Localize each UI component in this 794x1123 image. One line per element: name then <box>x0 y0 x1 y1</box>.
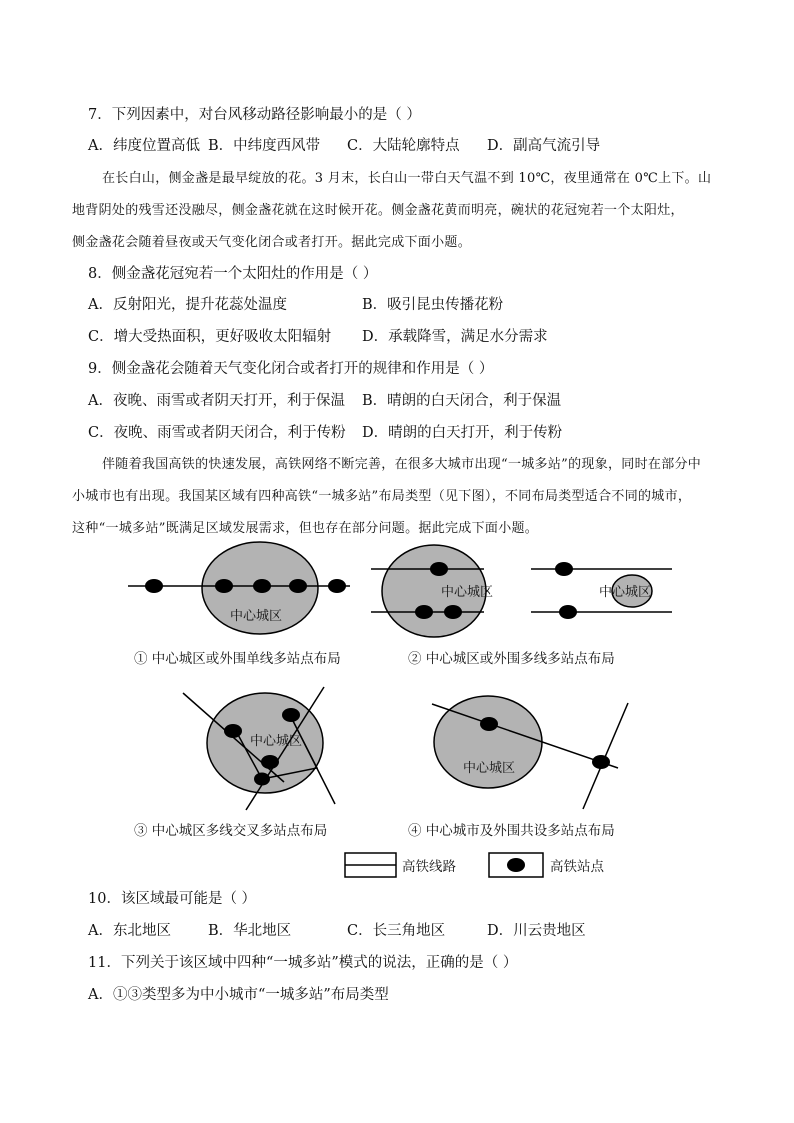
passage-1-line-2: 地背阴处的残雪还没融尽，侧金盏花就在这时候开花。侧金盏花黄而明亮，碗状的花冠宛若一个太阳灶， <box>72 203 684 218</box>
question-9-option-d: D．晴朗的白天打开，利于传粉 <box>362 425 563 441</box>
diagram-1-single-line <box>128 542 350 634</box>
caption-2: ② 中心城区或外围多线多站点布局 <box>408 651 615 667</box>
question-11-stem: 11．下列关于该区域中四种“一城多站”模式的说法，正确的是（ ） <box>88 955 518 971</box>
diagram-1-station <box>289 579 307 593</box>
question-8-stem: 8．侧金盏花冠宛若一个太阳灶的作用是（ ） <box>88 266 378 282</box>
question-8-option-a: A．反射阳光，提升花蕊处温度 <box>88 297 287 313</box>
diagram-2-small-city-label: 中心城区 <box>599 585 652 600</box>
question-10-option-b: B．华北地区 <box>208 923 292 939</box>
diagram-3-station <box>254 773 270 786</box>
question-8-option-b: B．吸引昆虫传播花粉 <box>362 297 504 313</box>
diagram-4-city-label: 中心城区 <box>463 761 516 776</box>
legend-line-label: 高铁线路 <box>402 859 456 875</box>
question-7-option-d: D．副高气流引导 <box>487 138 601 154</box>
diagram-4-station <box>592 755 610 769</box>
diagram-2-station <box>430 562 448 576</box>
diagram-2-station <box>444 605 462 619</box>
diagram-2-multi-line-left <box>371 545 493 637</box>
question-7-option-a: A．纬度位置高低 <box>88 138 200 154</box>
caption-4: ④ 中心城市及外围共设多站点布局 <box>408 823 615 839</box>
question-7-stem: 7．下列因素中，对台风移动路径影响最小的是（ ） <box>88 107 421 123</box>
question-9-option-b: B．晴朗的白天闭合，利于保温 <box>362 393 562 409</box>
diagram-3-station <box>224 724 242 738</box>
legend-station-label: 高铁站点 <box>550 859 604 875</box>
diagram-1-station <box>215 579 233 593</box>
diagram-3-station <box>282 708 300 722</box>
figure-legend <box>345 853 604 877</box>
diagram-2-station <box>555 562 573 576</box>
question-8-option-c: C．增大受热面积，更好吸收太阳辐射 <box>88 329 332 345</box>
legend-station-symbol <box>507 858 525 872</box>
diagram-3-city-label: 中心城区 <box>250 734 303 749</box>
question-9-option-a: A．夜晚、雨雪或者阴天打开，利于保温 <box>88 393 345 409</box>
diagram-4-city-and-periphery <box>432 696 628 809</box>
diagram-2-multi-line-right <box>531 562 672 619</box>
question-10-option-a: A．东北地区 <box>88 923 171 939</box>
passage-2-line-2: 小城市也有出现。我国某区域有四种高铁“一城多站”布局类型（见下图），不同布局类型适合不同的城市， <box>72 489 692 504</box>
diagram-2-station <box>415 605 433 619</box>
passage-1-line-3: 侧金盏花会随着昼夜或天气变化闭合或者打开。据此完成下面小题。 <box>72 235 472 250</box>
diagram-3-crossing-lines <box>183 687 335 810</box>
question-9-stem: 9．侧金盏花会随着天气变化闭合或者打开的规律和作用是（ ） <box>88 361 494 377</box>
question-7-option-b: B．中纬度西风带 <box>208 138 321 154</box>
caption-3: ③ 中心城区多线交叉多站点布局 <box>134 823 328 839</box>
diagram-4-station <box>480 717 498 731</box>
question-7-option-c: C．大陆轮廓特点 <box>347 138 460 154</box>
question-10-stem: 10．该区域最可能是（ ） <box>88 891 257 907</box>
passage-2-line-1: 伴随着我国高铁的快速发展，高铁网络不断完善，在很多大城市出现“一城多站”的现象，同时在部分中 <box>102 457 702 472</box>
diagram-1-station <box>328 579 346 593</box>
question-8-option-d: D．承载降雪，满足水分需求 <box>362 329 548 345</box>
diagram-3-station <box>261 755 279 769</box>
caption-1: ① 中心城区或外围单线多站点布局 <box>134 651 341 667</box>
question-11-option-a: A．①③类型多为中小城市“一城多站”布局类型 <box>88 987 389 1003</box>
diagram-1-station <box>253 579 271 593</box>
question-10-option-c: C．长三角地区 <box>347 923 446 939</box>
question-10-option-d: D．川云贵地区 <box>487 923 586 939</box>
passage-2-line-3: 这种“一城多站”既满足区域发展需求，但也存在部分问题。据此完成下面小题。 <box>72 521 539 536</box>
diagram-1-station <box>145 579 163 593</box>
diagram-1-city-label: 中心城区 <box>230 609 283 624</box>
diagram-2-station <box>559 605 577 619</box>
question-9-option-c: C．夜晚、雨雪或者阴天闭合，利于传粉 <box>88 425 346 441</box>
diagram-2-city-label: 中心城区 <box>441 585 494 600</box>
passage-1-line-1: 在长白山，侧金盏是最早绽放的花。3 月末，长白山一带白天气温不到 10℃，夜里通常在 0℃上下。山 <box>102 171 712 186</box>
